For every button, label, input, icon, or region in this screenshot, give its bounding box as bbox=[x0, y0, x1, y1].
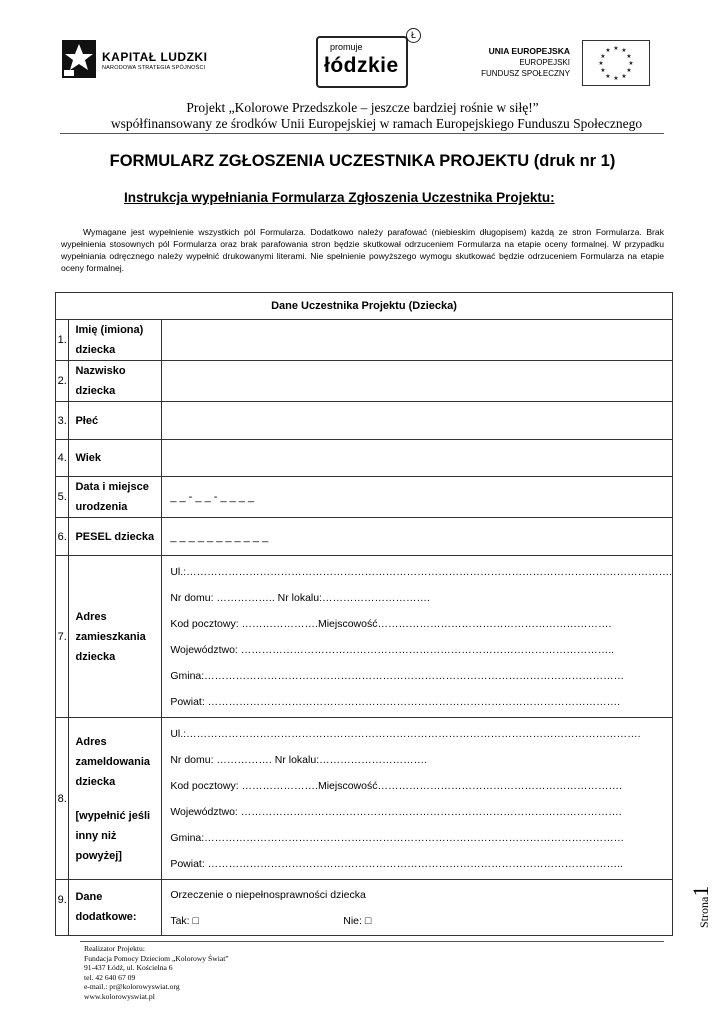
table-row bbox=[56, 718, 673, 880]
table-header: Dane Uczestnika Projektu (Dziecka) bbox=[56, 293, 673, 320]
eu-line3: FUNDUSZ SPOŁECZNY bbox=[481, 69, 570, 78]
table-row bbox=[56, 361, 673, 402]
footer-line: tel. 42 640 67 09 bbox=[84, 972, 136, 982]
registered-address-label: Adres zameldowania dziecka bbox=[75, 735, 151, 788]
table-row bbox=[56, 556, 673, 718]
header-divider bbox=[60, 133, 664, 134]
row-number: 4. bbox=[56, 440, 69, 477]
page-marker-word: Strona bbox=[697, 896, 711, 928]
kapital-ludzki-subtitle: NARODOWA STRATEGIA SPÓJNOŚCI bbox=[102, 65, 206, 71]
residence-postal-city[interactable]: Kod pocztowy: ………………….Miejscowość…………………………………………………………. bbox=[170, 617, 612, 630]
svg-text:★: ★ bbox=[613, 45, 619, 52]
page-subtitle: Instrukcja wypełniania Formularza Zgłoszenia Uczestnika Projektu: bbox=[124, 190, 555, 205]
table-row bbox=[56, 440, 673, 477]
registered-address-note: [wypełnić jeśli inny niż powyżej] bbox=[75, 809, 151, 862]
label-pesel: PESEL dziecka bbox=[69, 518, 162, 556]
svg-text:★: ★ bbox=[613, 75, 619, 82]
registered-postal-city[interactable]: Kod pocztowy: ………………….Miejscowość……………………………………………………………. bbox=[170, 779, 622, 792]
footer-line: Realizator Projektu: bbox=[84, 944, 145, 953]
instructions-body: Wymagane jest wypełnienie wszystkich pól Formularza. Dodatkowo należy parafować (niebieskim długopisem) każdą ze stron Formularza. Brak wypełnienia stosownych pól Formularza oraz brak parafowania stron będzie skutkował odrzuceniem Formularza na etapie oceny formalnej. W przypadku wypełniania odręcznego należy wypełnić drukowanymi literami. Nie spełnienie powyższego wymogu skutkować będzie odrzuceniem Formularza na etapie oceny formalnej. bbox=[61, 227, 664, 273]
residence-street[interactable]: Ul.:…………………………………………………………………………………………………………………………. bbox=[170, 565, 672, 578]
footer-divider bbox=[80, 941, 664, 942]
table-row bbox=[56, 880, 673, 936]
residence-house-number[interactable]: Nr domu: …………….. Nr lokalu:…………………………. bbox=[170, 591, 430, 604]
svg-text:★: ★ bbox=[605, 47, 611, 54]
additional-data-field bbox=[162, 880, 673, 936]
label-birth-date-place: Data i miejsce urodzenia bbox=[69, 477, 162, 518]
lodzkie-coin-icon: Ł bbox=[406, 28, 421, 43]
label-registered-address bbox=[69, 718, 162, 880]
disability-options bbox=[170, 908, 672, 934]
registered-commune[interactable]: Gmina:………………………………………………………………………………………………………… bbox=[170, 831, 625, 844]
footer-line: e-mail.: pr@kolorowyswiat.org bbox=[84, 982, 180, 991]
svg-text:★: ★ bbox=[628, 60, 634, 67]
registered-county[interactable]: Powiat: ……………………………………………………………………………………………………….. bbox=[170, 857, 624, 870]
pesel-field[interactable]: _ _ _ _ _ _ _ _ _ _ _ bbox=[162, 518, 673, 556]
registered-address-field[interactable] bbox=[162, 718, 673, 880]
label-additional-data: Dane dodatkowe: bbox=[69, 880, 162, 936]
project-funding: współfinansowany ze środków Unii Europejskiej w ramach Europejskiego Funduszu Społecznego bbox=[110, 116, 643, 131]
table-row bbox=[56, 320, 673, 361]
kapital-ludzki-title: KAPITAŁ LUDZKI bbox=[102, 50, 208, 64]
residence-county[interactable]: Powiat: ………………………………………………………………………………………………………. bbox=[170, 695, 621, 708]
page-marker bbox=[686, 860, 716, 928]
eu-flag-icon bbox=[582, 40, 650, 86]
label-sex: Płeć bbox=[69, 402, 162, 440]
disability-certificate-label: Orzeczenie o niepełnosprawności dziecka bbox=[170, 888, 366, 901]
table-row bbox=[56, 477, 673, 518]
residence-address-field[interactable] bbox=[162, 556, 673, 718]
eu-logo bbox=[470, 40, 650, 92]
eu-line1: UNIA EUROPEJSKA bbox=[488, 46, 570, 56]
child-first-name-field[interactable] bbox=[162, 320, 673, 361]
row-number: 7. bbox=[56, 556, 69, 718]
lodzkie-top: promuje bbox=[330, 42, 363, 52]
svg-text:★: ★ bbox=[621, 73, 627, 80]
child-last-name-field[interactable] bbox=[162, 361, 673, 402]
registered-voivodeship[interactable]: Województwo: ………………………………………………………………………………………………. bbox=[170, 805, 622, 818]
registered-street[interactable]: Ul.:…………………………………………………………………………………………………………………. bbox=[170, 727, 641, 740]
promuje-lodzkie-logo bbox=[316, 28, 422, 86]
footer-line: www.kolorowyswiat.pl bbox=[84, 991, 155, 1001]
svg-text:★: ★ bbox=[600, 67, 606, 74]
sex-field[interactable] bbox=[162, 402, 673, 440]
instructions-text bbox=[61, 226, 664, 274]
svg-text:★: ★ bbox=[605, 73, 611, 80]
residence-voivodeship[interactable]: Województwo: …………………………………………………………………………………………….. bbox=[170, 643, 615, 656]
label-child-first-name: Imię (imiona) dziecka bbox=[69, 320, 162, 361]
row-number: 6. bbox=[56, 518, 69, 556]
page-title: FORMULARZ ZGŁOSZENIA UCZESTNIKA PROJEKTU (druk nr 1) bbox=[109, 152, 616, 170]
svg-text:★: ★ bbox=[626, 53, 632, 60]
table-row bbox=[56, 518, 673, 556]
label-child-last-name: Nazwisko dziecka bbox=[69, 361, 162, 402]
row-number: 2. bbox=[56, 361, 69, 402]
svg-text:★: ★ bbox=[626, 67, 632, 74]
footer-line: 91-437 Łódź, ul. Kościelna 6 bbox=[84, 963, 173, 972]
label-residence-address: Adres zamieszkania dziecka bbox=[69, 556, 162, 718]
project-name: Projekt „Kolorowe Przedszkole – jeszcze bardziej rośnie w siłę!” bbox=[186, 100, 539, 115]
lodzkie-main: łódzkie bbox=[324, 54, 399, 77]
participant-form-table bbox=[55, 292, 673, 936]
svg-text:★: ★ bbox=[600, 53, 606, 60]
label-age: Wiek bbox=[69, 440, 162, 477]
page-number: 1 bbox=[688, 885, 713, 897]
row-number: 8. bbox=[56, 718, 69, 880]
row-number: 5. bbox=[56, 477, 69, 518]
birth-date-place-field[interactable]: _ _ - _ _ - _ _ _ _ bbox=[162, 477, 673, 518]
footer-line: Fundacja Pomocy Dzieciom „Kolorowy Świat” bbox=[84, 953, 229, 963]
kapital-ludzki-logo bbox=[62, 40, 232, 80]
row-number: 1. bbox=[56, 320, 69, 361]
kapital-ludzki-mark-icon bbox=[62, 40, 96, 78]
eu-line2: EUROPEJSKI bbox=[519, 58, 570, 67]
age-field[interactable] bbox=[162, 440, 673, 477]
row-number: 9. bbox=[56, 880, 69, 936]
svg-text:★: ★ bbox=[598, 60, 604, 67]
footer bbox=[84, 944, 229, 1001]
row-number: 3. bbox=[56, 402, 69, 440]
disability-yes-checkbox[interactable]: Tak: □ bbox=[170, 914, 199, 927]
page-marker-text bbox=[688, 858, 714, 928]
residence-commune[interactable]: Gmina:………………………………………………………………………………………………………… bbox=[170, 669, 625, 682]
svg-text:★: ★ bbox=[621, 47, 627, 54]
table-row bbox=[56, 402, 673, 440]
registered-house-number[interactable]: Nr domu: ……………. Nr lokalu:…………………………. bbox=[170, 753, 428, 766]
disability-no-checkbox[interactable]: Nie: □ bbox=[343, 914, 372, 927]
